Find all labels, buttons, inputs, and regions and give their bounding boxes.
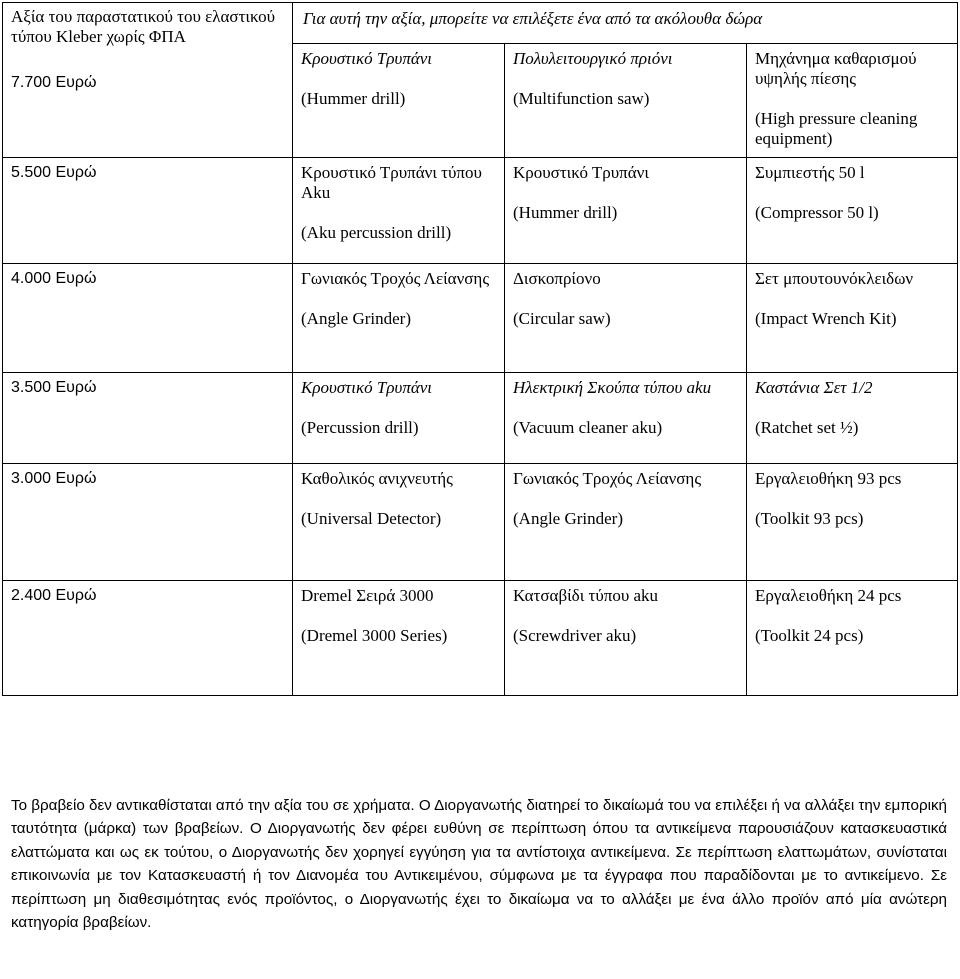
gift-name-en: (Toolkit 24 pcs) [755, 626, 864, 645]
amount-cell: 3.000 Ευρώ [3, 464, 293, 581]
gift-name-en: (Ratchet set ½) [755, 418, 859, 437]
gift-cell [293, 264, 505, 373]
amount-cell: 2.400 Ευρώ [3, 581, 293, 696]
gift-cell [293, 373, 505, 464]
table-row [3, 373, 958, 464]
gift-name-gr: Πολυλειτουργικό πριόνι [513, 49, 673, 68]
gift-name-en: (Compressor 50 l) [755, 203, 879, 222]
gift-name-gr: Συμπιεστής 50 l [755, 163, 865, 182]
gift-name-gr: Κρουστικό Τρυπάνι [301, 49, 433, 68]
gift-name-en: (Dremel 3000 Series) [301, 626, 448, 645]
gift-name-gr: Σετ μπουτουνόκλειδων [755, 269, 914, 288]
amount-cell: 5.500 Ευρώ [3, 158, 293, 264]
gift-name-en: (Hummer drill) [301, 89, 406, 108]
terms-notice: Το βραβείο δεν αντικαθίσταται από την αξία του σε χρήματα. Ο Διοργανωτής διατηρεί το δικαίωμά του να επιλέξει ή να αλλάξει την εμπορική ταυτότητα (μάρκα) των βραβείων. Ο Διοργανωτής δεν φέρει ευθύνη σε περίπτωση όπου τα αντικείμενα παρουσιάζουν κατασκευαστικά ελαττώματα και ως εκ τούτου, ο Διοργανωτής δεν χορηγεί εγγύηση για τα αντίστοιχα αντικείμενα. Σε περίπτωση ελαττωμάτων, συνίσταται επικοινωνία με τον Κατασκευαστή ή τον Διανομέα του Αντικειμένου, σύμφωνα με τα έγγραφα που παραδίδονται με το αντικείμενο. Σε περίπτωση μη διαθεσιμότητας ενός προϊόντος, ο Διοργανωτής έχει το δικαίωμα να το αλλάξει με ένα άλλο προϊόν από μία ανώτερη κατηγορία βραβείων. [11, 797, 947, 932]
gift-name-en: (Toolkit 93 pcs) [755, 509, 864, 528]
amount-cell: 3.500 Ευρώ [3, 373, 293, 464]
gift-name-gr: Κρουστικό Τρυπάνι [513, 163, 649, 182]
gift-cell [505, 264, 747, 373]
gift-cell [747, 44, 958, 158]
gift-name-gr: Γωνιακός Τροχός Λείανσης [513, 469, 702, 488]
gift-cell [293, 158, 505, 264]
gift-cell [747, 581, 958, 696]
gift-cell [293, 464, 505, 581]
gift-name-en: (Vacuum cleaner aku) [513, 418, 663, 437]
gift-cell [747, 373, 958, 464]
gift-name-gr: Καστάνια Σετ 1/2 [755, 378, 873, 397]
gift-cell [747, 464, 958, 581]
gift-cell [505, 158, 747, 264]
gift-name-en: (Screwdriver aku) [513, 626, 637, 645]
value-amount: 7.700 Ευρώ [11, 74, 97, 91]
gift-name-en: (Universal Detector) [301, 509, 442, 528]
table-header-row [3, 3, 958, 44]
gift-name-gr: Γωνιακός Τροχός Λείανσης [301, 269, 490, 288]
gift-name-gr: Κατσαβίδι τύπου aku [513, 586, 659, 605]
table-row [3, 581, 958, 696]
gift-name-gr: Κρουστικό Τρυπάνι [301, 378, 433, 397]
gift-name-gr: Κρουστικό Τρυπάνι τύπου Aku [301, 163, 482, 202]
gift-name-en: (Percussion drill) [301, 418, 419, 437]
gift-name-gr: Εργαλειοθήκη 24 pcs [755, 586, 902, 605]
gift-name-en: (Angle Grinder) [301, 309, 411, 328]
gift-name-gr: Δισκοπρίονο [513, 269, 601, 288]
gift-name-en: (Impact Wrench Kit) [755, 309, 897, 328]
gift-name-gr: Εργαλειοθήκη 93 pcs [755, 469, 902, 488]
gift-name-en: (Circular saw) [513, 309, 611, 328]
table-row [3, 264, 958, 373]
gift-cell [505, 464, 747, 581]
amount-cell: 4.000 Ευρώ [3, 264, 293, 373]
prize-table [2, 2, 958, 696]
gift-cell [747, 158, 958, 264]
gift-name-en: (Aku percussion drill) [301, 223, 452, 242]
gift-name-gr: Μηχάνημα καθαρισμού υψηλής πίεσης [755, 49, 917, 88]
table-row [3, 158, 958, 264]
value-header-cell [3, 3, 293, 158]
gift-cell [293, 581, 505, 696]
gift-name-en: (High pressure cleaning equipment) [755, 109, 918, 148]
gift-cell [505, 373, 747, 464]
gift-name-en: (Hummer drill) [513, 203, 618, 222]
gift-name-gr: Ηλεκτρική Σκούπα τύπου aku [513, 378, 712, 397]
gift-cell [505, 581, 747, 696]
choose-gift-header: Για αυτή την αξία, μπορείτε να επιλέξετε ένα από τα ακόλουθα δώρα [293, 3, 958, 44]
gift-name-gr: Καθολικός ανιχνευτής [301, 469, 453, 488]
gift-name-gr: Dremel Σειρά 3000 [301, 586, 434, 605]
gift-cell [293, 44, 505, 158]
gift-name-en: (Angle Grinder) [513, 509, 623, 528]
table-row [3, 464, 958, 581]
gift-cell [747, 264, 958, 373]
value-label: Αξία του παραστατικού του ελαστικού τύπου Kleber χωρίς ΦΠΑ [11, 7, 276, 46]
gift-name-en: (Multifunction saw) [513, 89, 650, 108]
gift-cell [505, 44, 747, 158]
